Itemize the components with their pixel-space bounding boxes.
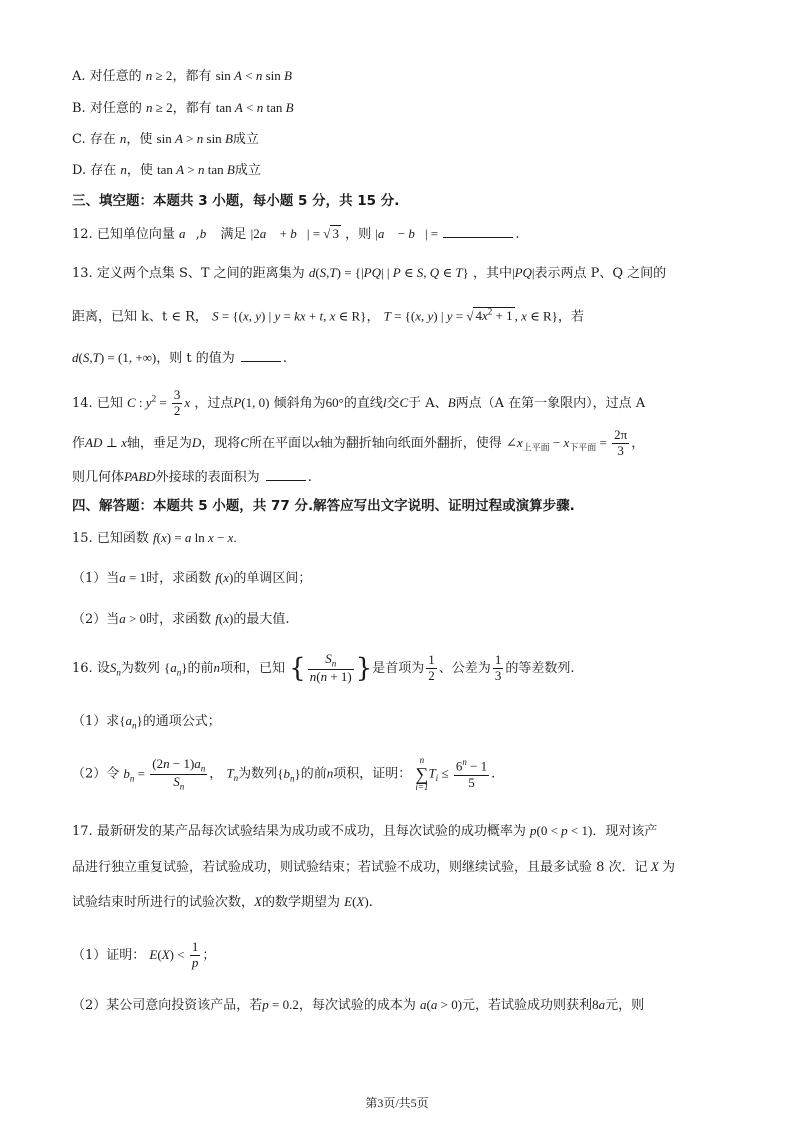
question-13-line-2: 距离，已知 k、t ∈ R， S = {(x, y) | y = kx + t, x ∈ R}， T = {(x, y) | y = √ $4x^2 + 1$ , x ∈ R}，若: [72, 307, 584, 325]
answer-blank: [443, 225, 513, 238]
option-b-label: B. 对任意的: [72, 101, 142, 116]
question-13-line-1: 13. 定义两个点集 S、T 之间的距离集为 d(S,T) = {|PQ| | P ∈ S, Q ∈ T} ，其中|PQ|表示两点 P、Q 之间的: [72, 265, 667, 281]
option-a: A. 对任意的 n ≥ 2，都有 sin A < n sin B: [72, 68, 292, 84]
option-b: B. 对任意的 n ≥ 2，都有 tan A < n tan B: [72, 100, 294, 116]
question-13-line-3: d(S,T) = (1, +∞)，则 t 的值为 .: [72, 350, 288, 366]
question-17-part-2: （2）某公司意向投资该产品，若p = 0.2，每次试验的成本为 a(a > 0)元，若试验成功则获利8a元，则: [72, 997, 645, 1013]
answer-blank: [266, 468, 306, 481]
question-17-part-1: （1）证明： E(X) < $\frac{1}{p}$ ；: [72, 939, 216, 970]
question-17-line-3: 试验结束时所进行的试验次数，X的数学期望为 E(X).: [72, 894, 373, 910]
option-d: D. 存在 n，使 tan A > n tan B成立: [72, 162, 261, 178]
page-footer: 第3页/共5页: [365, 1096, 429, 1110]
option-c: C. 存在 n，使 sin A > n sin B成立: [72, 131, 259, 147]
answer-blank: [241, 349, 281, 362]
section-4-heading: 四、解答题：本题共 5 小题，共 77 分.解答应写出文字说明、证明过程或演算步骤.: [72, 498, 575, 514]
option-d-label: D. 存在: [72, 163, 117, 178]
question-14-line-1: 14. 已知 C : $y^2$ = $\frac{3}{2}$ x ，过点P(1, 0) 倾斜角为60°的直线l交C于 A、B两点（A 在第一象限内），过点 A: [72, 387, 646, 418]
question-14-line-3: 则几何体PABD外接球的表面积为 .: [72, 469, 312, 485]
question-15: 15. 已知函数 f(x) = a ln x − x.: [72, 530, 237, 546]
question-15-part-1: （1）当a = 1时，求函数 f(x)的单调区间；: [72, 570, 312, 586]
question-14-line-2: 作AD ⊥ x轴，垂足为D，现将C所在平面以x轴为翻折轴向纸面外翻折，使得 $\angle x_{上平面} - x_{下平面}$ = $\frac{2\pi}{3}$ ，: [72, 427, 645, 458]
option-c-label: C. 存在: [72, 132, 116, 147]
question-15-part-2: （2）当a > 0时，求函数 f(x)的最大值.: [72, 611, 290, 627]
section-3-heading: 三、填空题：本题共 3 小题，每小题 5 分，共 15 分.: [72, 193, 400, 209]
question-12: 12. 已知单位向量 a⃗,b⃗ 满足 |2a⃗ + b⃗| = √ 3 ，则 |a⃗ − b⃗| = .: [72, 226, 520, 242]
question-17-line-2: 品进行独立重复试验，若试验成功，则试验结束；若试验不成功，则继续试验，且最多试验 8 次．记 X 为: [72, 859, 676, 875]
question-16: 16. 设$S_n$为数列 $\{a_n\}$的前n项和，已知 { $\frac{S_n}{n(n + 1)}$ }是首项为 $\frac{1}{2}$ 、公差为 $\frac{1}{3}$ 的等差数列.: [72, 651, 575, 684]
question-16-part-1: （1）求$\{a_n\}$的通项公式；: [72, 713, 221, 731]
option-a-label: A. 对任意的: [72, 69, 142, 84]
question-17-line-1: 17. 最新研发的某产品每次试验结果为成功或不成功，且每次试验的成功概率为 p(0 < p < 1)．现对该产: [72, 823, 658, 839]
question-16-part-2: （2）令 $b_n$ = $\frac{(2n - 1)a_n}{S_n}$ ， $T_n$为数列$\{b_n\}$的前n项积，证明： n ∑ i=1 $T_i$ ≤ $\frac{6^n - 1}{5}$ .: [72, 755, 496, 792]
